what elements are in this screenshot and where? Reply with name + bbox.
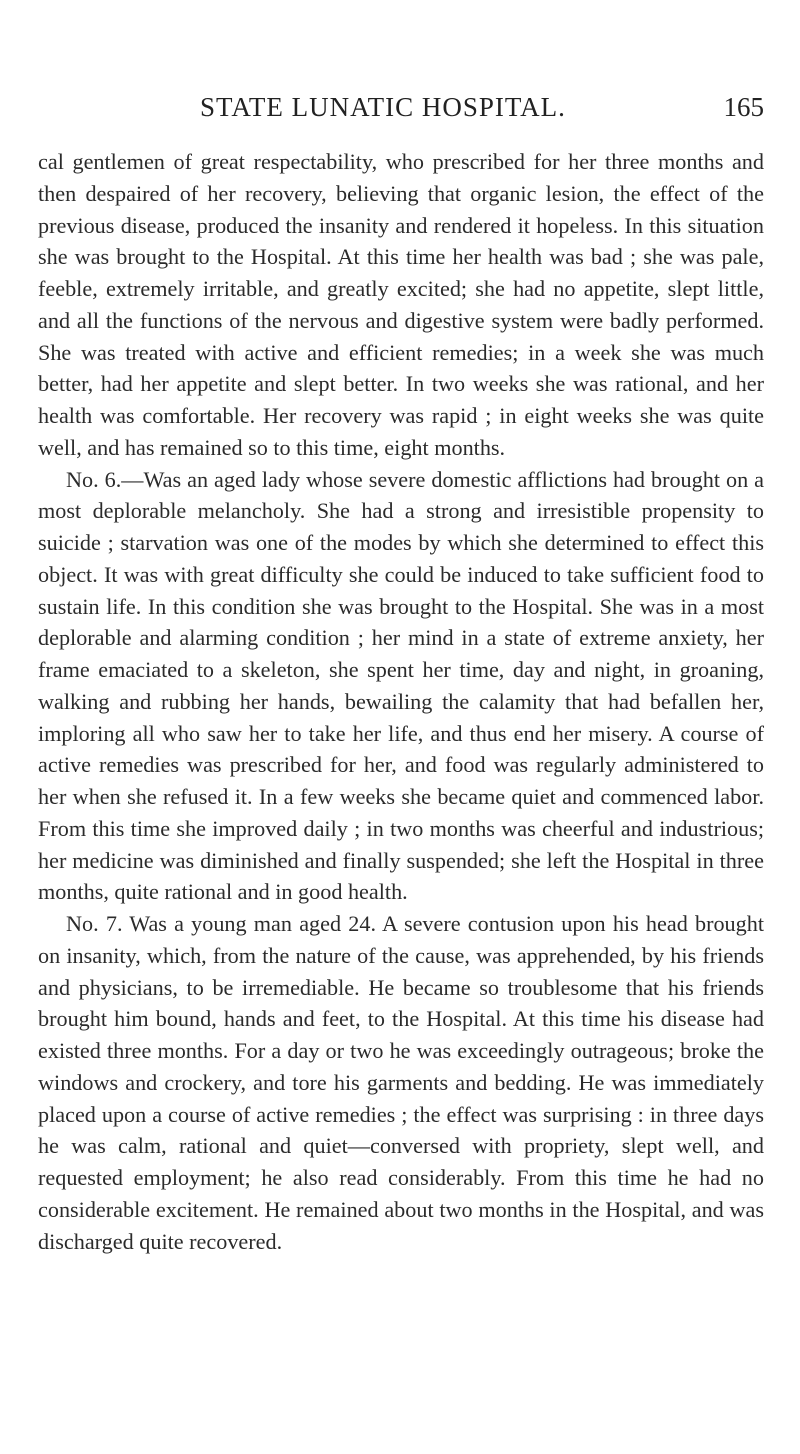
paragraph-case-7: No. 7. Was a young man aged 24. A severe contusion upon his head brought on insanity, which, from the nature of the cause, was apprehended, by his friends and physicians, to be irremediable. He became so troublesome that his friends brought him bound, hands and feet, to the Hospital. At this time his disease had existed three months. For a day or two he was exceedingly outrageous; broke the windows and crockery, and tore his garments and bedding. He was immediately placed upon a course of active remedies ; the effect was surprising : in three days he was calm, rational and quiet—conversed with propriety, slept well, and requested employment; he also read considerably. From this time he had no considerable excitement. He remained about two months in the Hospital, and was discharged quite recovered. [38, 911, 764, 1254]
page-number: 165 [723, 92, 764, 122]
paragraph-case-6: No. 6.—Was an aged lady whose severe domestic afflictions had brought on a most deplorable melancholy. She had a strong and irresistible propensity to suicide ; starvation was one of the modes by which she determined to effect this object. It was with great difficulty she could be induced to take sufficient food to sustain life. In this condition she was brought to the Hospital. She was in a most deplorable and alarming condition ; her mind in a state of extreme anxiety, her frame emaciated to a skeleton, she spent her time, day and night, in groaning, walking and rubbing her hands, bewailing the calamity that had befallen her, imploring all who saw her to take her life, and thus end her misery. A course of active remedies was prescribed for her, and food was regularly administered to her when she refused it. In a few weeks she became quiet and commenced labor. From this time she improved daily ; in two months was cheerful and industrious; her medicine was diminished and finally suspended; she left the Hospital in three months, quite rational and in good health. [38, 466, 764, 905]
running-title: STATE LUNATIC HOSPITAL. [200, 92, 566, 122]
page-header [38, 92, 764, 132]
paragraph-continued: cal gentlemen of great respectability, who prescribed for her three months and then despaired of her recovery, believing that organic lesion, the effect of the previous disease, produced the insanity and rendered it hopeless. In this situation she was brought to the Hospital. At this time her health was bad ; she was pale, feeble, extremely irritable, and greatly excited; she had no appetite, slept little, and all the functions of the nervous and digestive system were badly performed. She was treated with active and efficient remedies; in a week she was much better, had her appetite and slept better. In two weeks she was rational, and her health was comfortable. Her recovery was rapid ; in eight weeks she was quite well, and has remained so to this time, eight months. [38, 149, 764, 460]
body-text [38, 146, 764, 1257]
